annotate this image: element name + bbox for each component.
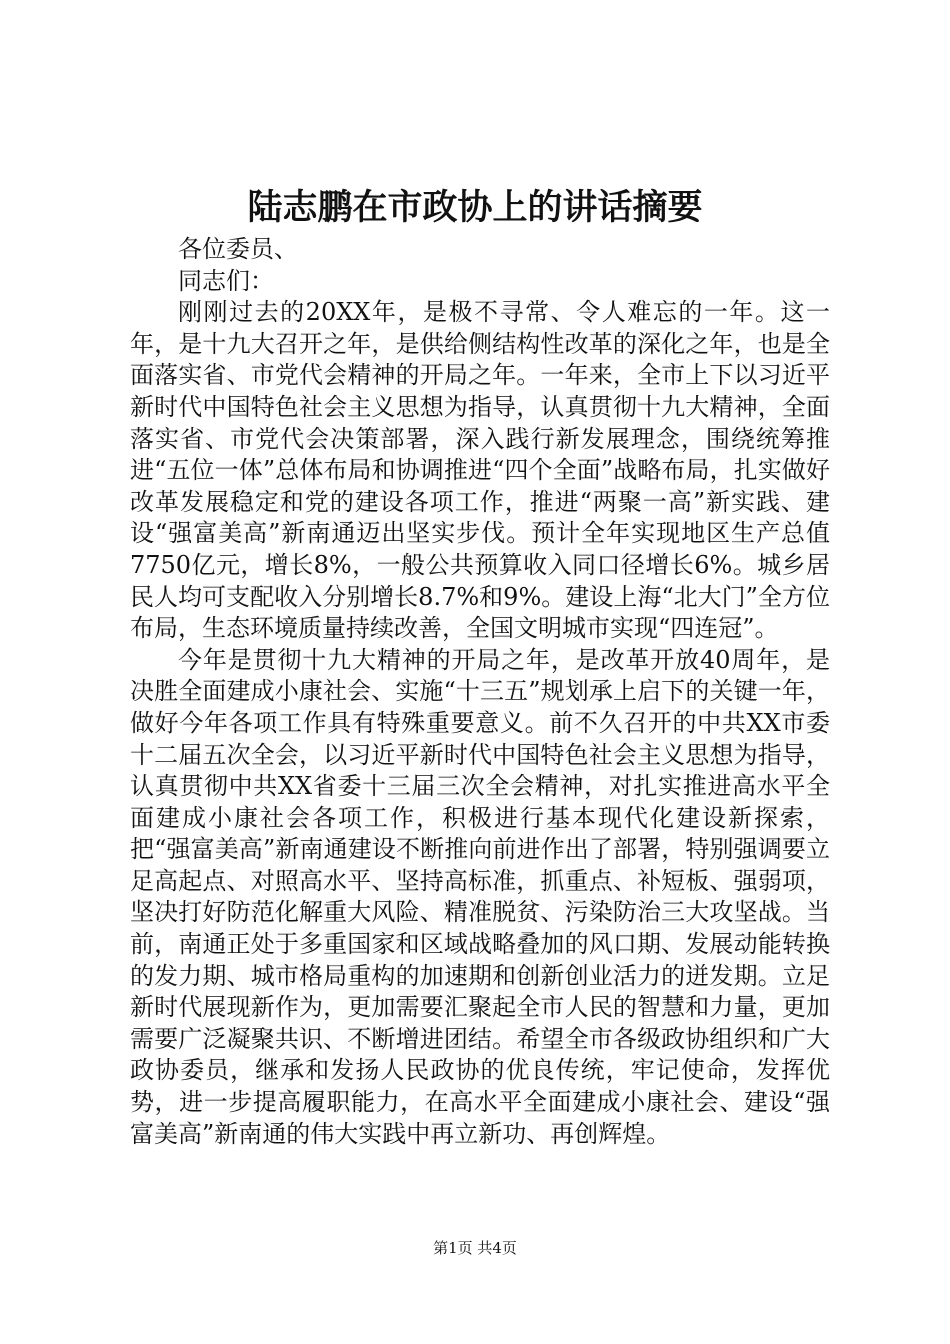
salutation-line: 同志们： (178, 266, 274, 295)
document-title: 陆志鹏在市政协上的讲话摘要 (247, 187, 703, 228)
salutation-line: 各位委员、 (178, 235, 298, 263)
document-body (130, 234, 830, 1150)
body-paragraph: 今年是贯彻十九大精神的开局之年，是改革开放40周年，是决胜全面建成小康社会、实施“十三五”规划承上启下的关键一年，做好今年各项工作具有特殊重要意义。前不久召开的中共XX市委十二届五次全会，以习近平新时代中国特色社会主义思想为指导，认真贯彻中共XX省委十三届三次全会精神，对扎实推进高水平全面建成小康社会各项工作，积极进行基本现代化建设新探索，把“强富美高”新南通建设不断推向前进作出了部署，特别强调要立足高起点、对照高水平、坚持高标准，抓重点、补短板、强弱项，坚决打好防范化解重大风险、精准脱贫、污染防治三大攻坚战。当前，南通正处于多重国家和区域战略叠加的风口期、发展动能转换的发力期、城市格局重构的加速期和创新创业活力的迸发期。立足新时代展现新作为，更加需要汇聚起全市人民的智慧和力量，更加需要广泛凝聚共识、不断增进团结。希望全市各级政协组织和广大政协委员，继承和发扬人民政协的优良传统，牢记使命，发挥优势，进一步提高履职能力，在高水平全面建成小康社会、建设“强富美高”新南通的伟大实践中再立新功、再创辉煌。 (130, 645, 830, 1148)
page-number-footer: 第1页 共4页 (433, 1239, 517, 1257)
body-paragraph: 刚刚过去的20XX年，是极不寻常、令人难忘的一年。这一年，是十九大召开之年，是供给侧结构性改革的深化之年，也是全面落实省、市党代会精神的开局之年。一年来，全市上下以习近平新时代中国特色社会主义思想为指导，认真贯彻十九大精神，全面落实省、市党代会决策部署，深入践行新发展理念，围绕统筹推进“五位一体”总体布局和协调推进“四个全面”战略布局，扎实做好改革发展稳定和党的建设各项工作，推进“两聚一高”新实践、建设“强富美高”新南通迈出坚实步伐。预计全年实现地区生产总值7750亿元，增长8%，一般公共预算收入同口径增长6%。城乡居民人均可支配收入分别增长8.7%和9%。建设上海“北大门”全方位布局，生态环境质量持续改善，全国文明城市实现“四连冠”。 (130, 298, 830, 643)
